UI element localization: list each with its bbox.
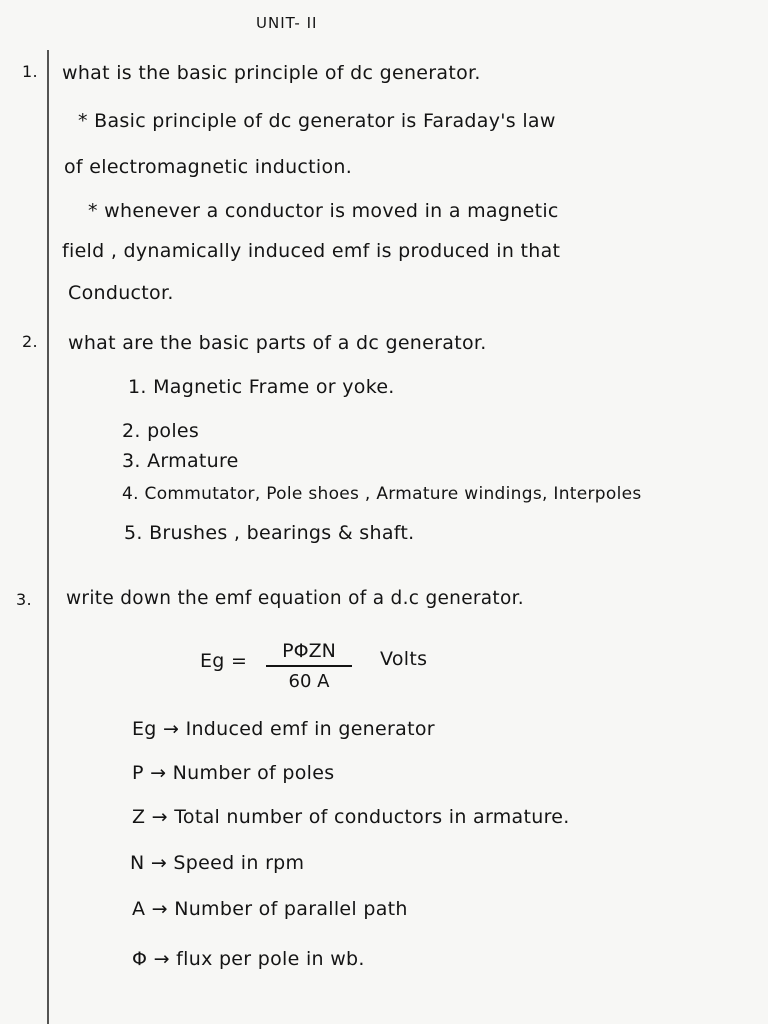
- question-1-text: what is the basic principle of dc generator.: [62, 62, 481, 84]
- equation-denominator: 60 A: [288, 671, 330, 692]
- term-z: Z → Total number of conductors in armature.: [132, 806, 570, 828]
- answer-1-line-3: * whenever a conductor is moved in a magnetic: [88, 200, 559, 222]
- question-2-text: what are the basic parts of a dc generator.: [68, 332, 487, 354]
- fraction-bar: [266, 665, 352, 667]
- page-title: UNIT- II: [256, 14, 318, 32]
- term-a: A → Number of parallel path: [132, 898, 408, 920]
- answer-1-line-4: field , dynamically induced emf is produced in that: [62, 240, 561, 262]
- term-eg: Eg → Induced emf in generator: [132, 718, 435, 740]
- answer-1-line-2: of electromagnetic induction.: [64, 156, 353, 178]
- part-item-4: 4. Commutator, Pole shoes , Armature windings, Interpoles: [122, 484, 642, 504]
- question-3-text: write down the emf equation of a d.c generator.: [66, 588, 524, 609]
- equation-unit: Volts: [380, 648, 428, 670]
- equation-fraction: [266, 640, 352, 692]
- term-n: N → Speed in rpm: [130, 852, 305, 874]
- term-phi: Φ → flux per pole in wb.: [132, 948, 365, 970]
- question-3-number: 3.: [16, 590, 32, 609]
- margin-line: [47, 50, 49, 1024]
- part-item-2: 2. poles: [122, 420, 200, 442]
- equation-numerator: PΦZN: [282, 640, 336, 662]
- question-2-number: 2.: [22, 332, 38, 351]
- answer-1-line-1: * Basic principle of dc generator is Faraday's law: [78, 110, 556, 132]
- part-item-3: 3. Armature: [122, 450, 239, 472]
- answer-1-line-5: Conductor.: [68, 282, 174, 304]
- question-1-number: 1.: [22, 62, 38, 81]
- part-item-1: 1. Magnetic Frame or yoke.: [128, 376, 395, 398]
- equation-lhs: Eg =: [200, 650, 248, 672]
- term-p: P → Number of poles: [132, 762, 335, 784]
- part-item-5: 5. Brushes , bearings & shaft.: [124, 522, 415, 544]
